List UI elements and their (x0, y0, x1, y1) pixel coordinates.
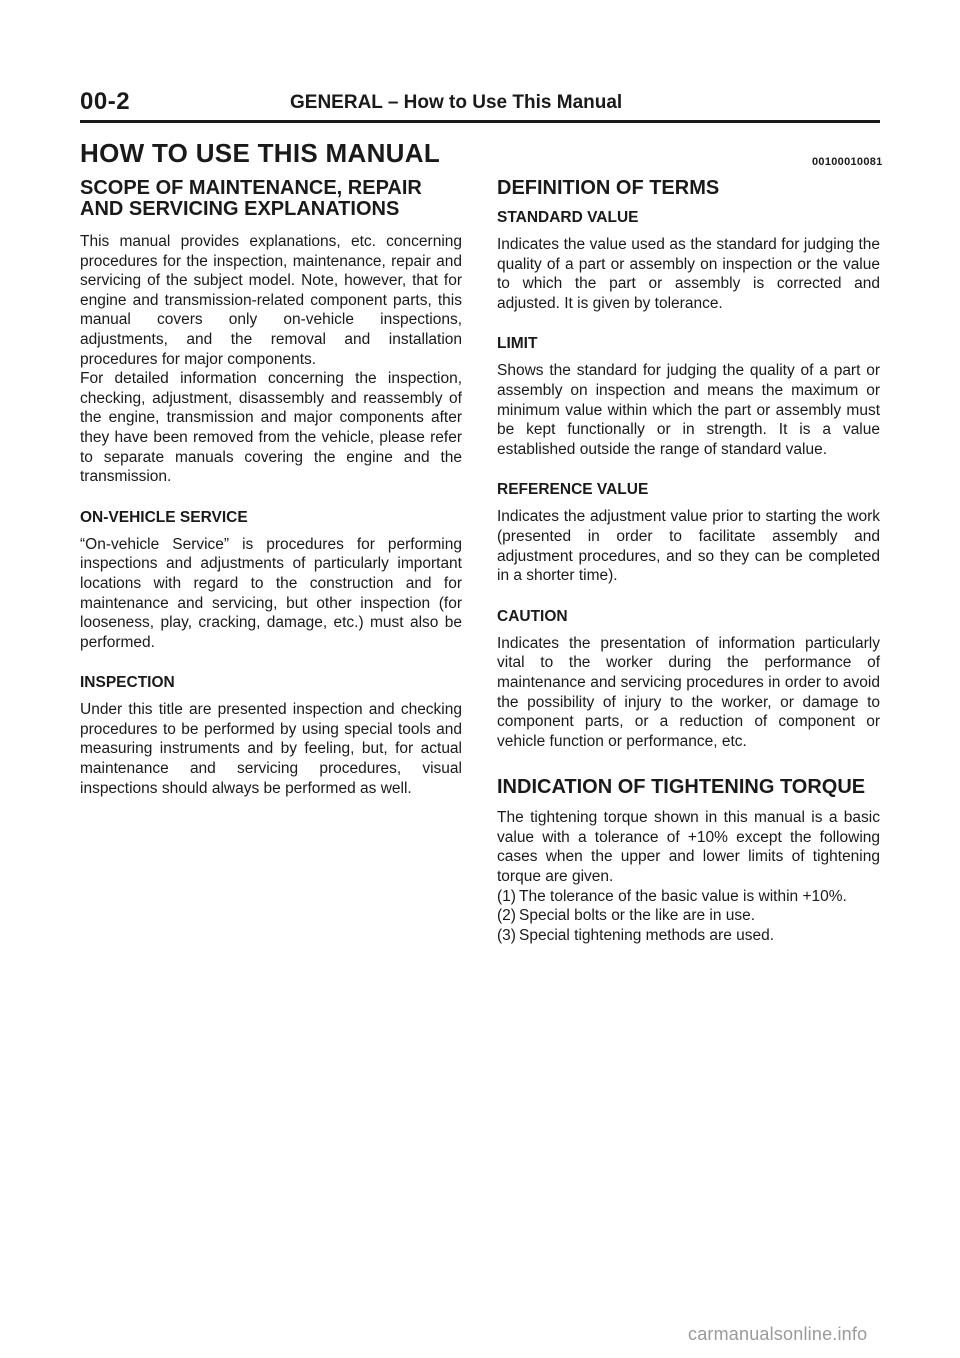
reference-value-paragraph: Indicates the adjustment value prior to starting the work (presented in order to facilitate assembly and adjustment procedures, and so they can be completed in a shorter time). (497, 508, 880, 585)
torque-list-number: (2) (497, 907, 516, 925)
document-code: 00100010081 (812, 156, 883, 168)
header-title: GENERAL – How to Use This Manual (290, 92, 623, 113)
inspection-section (80, 674, 462, 798)
limit-section (497, 335, 880, 459)
page-header (80, 88, 880, 118)
torque-paragraph: The tightening torque shown in this manual is a basic value with a tolerance of +10% except the following cases when the upper and lower limits of tightening torque are given. (497, 809, 880, 886)
torque-section (497, 777, 880, 945)
torque-list-text: Special bolts or the like are in use. (519, 907, 756, 925)
right-column (497, 178, 880, 963)
page-number: 00-2 (80, 88, 131, 115)
torque-list-item (497, 926, 880, 946)
inspection-paragraph: Under this title are presented inspection and checking procedures to be performed by using special tools and measuring instruments and by feeling, but, for actual maintenance and servicing procedures, visual inspections should always be performed as well. (80, 701, 462, 797)
caution-paragraph: Indicates the presentation of information particularly vital to the worker during the performance of maintenance and servicing procedures in order to avoid the possibility of injury to the worker, or damage to component parts, or a reduction of component or vehicle function or performance, etc. (497, 634, 880, 750)
left-column (80, 178, 462, 816)
inspection-heading: INSPECTION (80, 674, 175, 692)
limit-paragraph: Shows the standard for judging the quality of a part or assembly on inspection and means the maximum or minimum value within which the part or assembly must be kept functionally or in strength. It is a value established outside the range of standard value. (497, 362, 880, 458)
standard-value-section (497, 209, 880, 313)
standard-value-heading: STANDARD VALUE (497, 209, 639, 226)
torque-heading: INDICATION OF TIGHTENING TORQUE (497, 776, 866, 799)
on-vehicle-heading: ON-VEHICLE SERVICE (80, 508, 248, 526)
torque-list-text: The tolerance of the basic value is within +10%. (519, 887, 847, 905)
reference-value-section (497, 481, 880, 585)
limit-heading: LIMIT (497, 335, 538, 353)
torque-list-number: (3) (497, 926, 516, 944)
caution-section (497, 608, 880, 752)
header-rule (80, 120, 880, 123)
definition-heading: DEFINITION OF TERMS (497, 177, 720, 199)
watermark-text: carmanualsonline.info (688, 1324, 868, 1344)
scope-paragraph-2: For detailed information concerning the inspection, checking, adjustment, disassembly and reassembly of the engine, transmission and major components after they have been removed from the vehicle, please refer to separate manuals covering the engine and the transmission. (80, 370, 462, 486)
scope-heading (80, 178, 462, 220)
main-title: HOW TO USE THIS MANUAL (80, 138, 440, 168)
torque-list-item (497, 906, 880, 926)
caution-heading: CAUTION (497, 607, 568, 625)
scope-section (80, 178, 462, 487)
torque-list-item (497, 887, 880, 907)
torque-list-text: Special tightening methods are used. (519, 926, 775, 944)
on-vehicle-paragraph: “On-vehicle Service” is procedures for performing inspections and adjustments of particularly important locations with regard to the construction and for maintenance and servicing, but other inspection (for looseness, play, cracking, damage, etc.) must also be performed. (80, 535, 462, 651)
standard-value-paragraph: Indicates the value used as the standard for judging the quality of a part or assembly on inspection or the value to which the part or assembly is corrected and adjusted. It is given by tolerance. (497, 236, 880, 312)
on-vehicle-section (80, 509, 462, 653)
torque-list-number: (1) (497, 887, 516, 905)
scope-paragraph-1: This manual provides explanations, etc. concerning procedures for the inspection, maintenance, repair and servicing of the subject model. Note, however, that for engine and transmission-related component parts, this manual covers only on-vehicle inspections, adjustments, and the removal and installation procedures for major components. (80, 233, 462, 368)
reference-value-heading: REFERENCE VALUE (497, 481, 649, 499)
scope-heading-line2: AND SERVICING EXPLANATIONS (80, 198, 400, 220)
scope-heading-line1: SCOPE OF MAINTENANCE, REPAIR (80, 177, 422, 199)
